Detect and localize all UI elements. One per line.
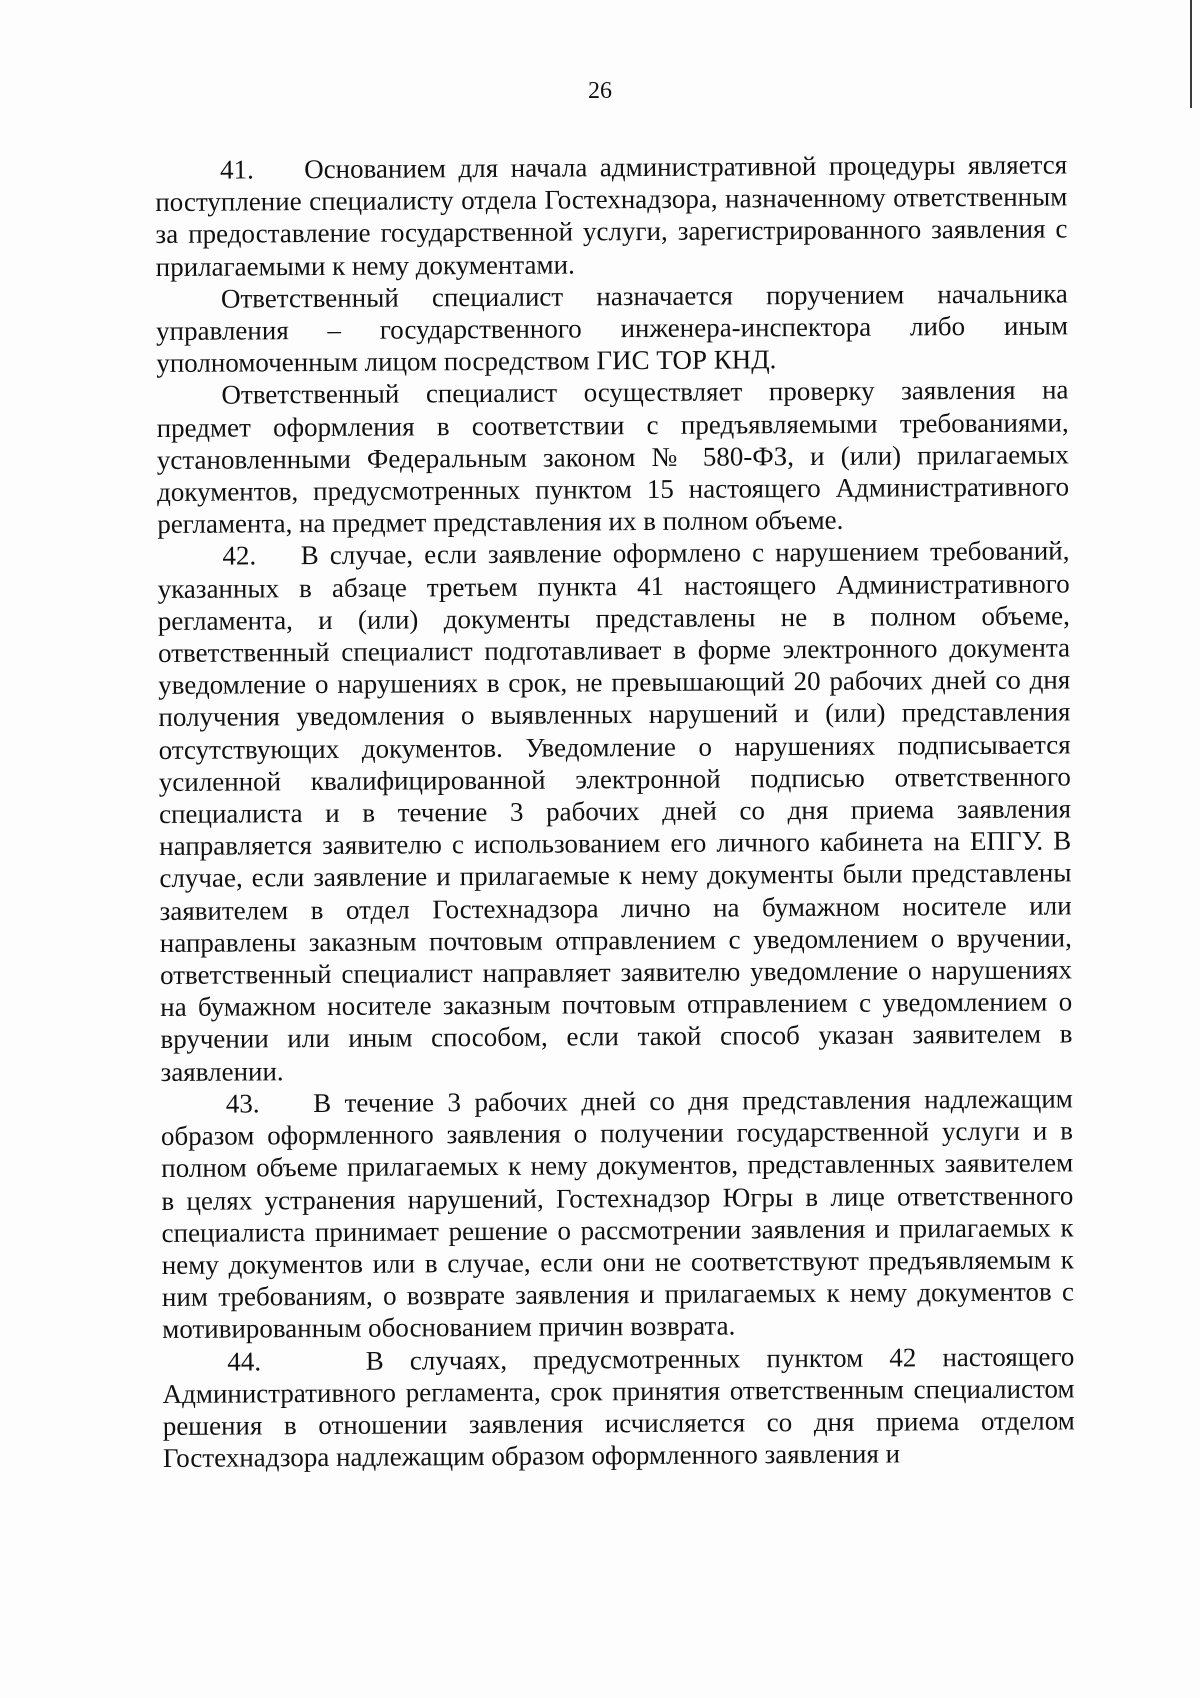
paragraph-42 bbox=[157, 535, 1072, 1088]
page-number: 26 bbox=[588, 78, 612, 104]
paragraph-text: В случаях, предусмотренных пунктом 42 настоящего Административного регламента, срок принятия ответственным специалистом решения в отношении заявления исчисляется со дня приема отделом Гостехнадзора надлежащим образом оформленного заявления и bbox=[162, 1340, 1075, 1474]
paragraph-text: Ответственный специалист осуществляет проверку заявления на предмет оформления в соответствии с предъявляемыми требованиями, установленными Федеральным законом № 580-ФЗ, и (или) прилагаемых документов, предусмотренных пунктом 15 настоящего Административного регламента, на предмет представления их в полном объеме. bbox=[156, 374, 1070, 540]
paragraph-41-responsible bbox=[156, 277, 1069, 379]
paragraph-number: 43. bbox=[225, 1088, 260, 1119]
paragraph-text: Основанием для начала административной процедуры является поступление специалисту отдела Гостехнадзора, назначенному ответственным за предоставление государственной услуги, зарегистрированного заявления с прилагаемыми к нему документами. bbox=[155, 149, 1068, 282]
paragraph-number: 42. bbox=[222, 540, 257, 572]
paragraph-43 bbox=[161, 1082, 1075, 1345]
paragraph-text: В течение 3 рабочих дней со дня представления надлежащим образом оформленного заявления о получении государственной услуги и в полном объеме прилагаемых к нему документов, представленных заявителем в целях устранения нарушений, Гостехнадзор Югры в лице ответственного специалиста принимает решение о рассмотрении заявления и прилагаемых к нему документов или в случае, если они не соответствуют предъявляемым к ним требованиям, о возврате заявления и прилагаемых к нему документов с мотивированным обоснованием причин возврата. bbox=[160, 1083, 1075, 1345]
paragraph-text: В случае, если заявление оформлено с нарушением требований, указанных в абзаце третьем пункта 41 настоящего Административного регламента, и (или) документы представлены не в полном объеме, ответственный специалист подготавливает в форме электронного документа уведомление о нарушениях в срок, не превышающий 20 рабочих дней со дня получения уведомления о выявленных нарушений и (или) представления отсутствующих документов. Уведомление о нарушениях подписывается усиленной квалифицированной электронной подписью ответственного специалиста и в течение 3 рабочих дней со дня приема заявления направляется заявителю с использованием его личного кабинета на ЕПГУ. В случае, если заявление и прилагаемые к нему документы были представлены заявителем в отдел Гостехнадзора лично на бумажном носителе или направлены заказным почтовым отправлением с уведомлением о вручении, ответственный специалист направляет заявителю уведомление о нарушениях на бумажном носителе заказным почтовым отправлением с уведомлением о вручении или иным способом, если такой способ указан заявителем в заявлении. bbox=[157, 535, 1073, 1087]
paragraph-text: Ответственный специалист назначается поручением начальника управления – государственного инженера-инспектора либо иным уполномоченным лицом посредством ГИС ТОР КНД. bbox=[155, 278, 1069, 379]
paragraph-number: 41. bbox=[220, 154, 254, 185]
paragraph-41 bbox=[155, 148, 1068, 282]
paragraph-41-check bbox=[156, 374, 1069, 541]
paragraph-44 bbox=[162, 1340, 1075, 1474]
paragraph-number: 44. bbox=[227, 1345, 262, 1377]
document-body bbox=[155, 148, 1075, 1474]
